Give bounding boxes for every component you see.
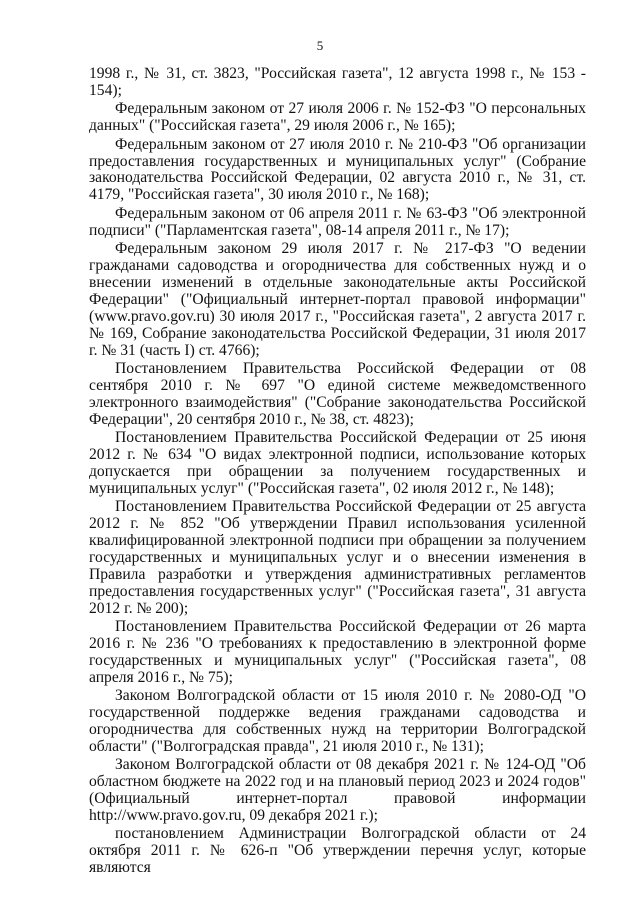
paragraph-regional-law-124od: Законом Волгоградской области от 08 декабря 2021 г. № 124-ОД "Об областном бюджете на 2022 год и на плановый период 2023 и 2024 годов" (Официальный интернет-портал правовой информации http://www.pravo.gov.ru, 09 декабря 2021 г.); [89, 756, 586, 824]
paragraph-decree-697: Постановлением Правительства Российской Федерации от 08 сентября 2010 г. № 697 "О единой системе межведомственного электронного взаимодействия" ("Собрание законодательства Российской Федерации", 20 сентября 2010 г., № 38, ст. 4823); [89, 359, 586, 428]
paragraph-regional-law-2080od: Законом Волгоградской области от 15 июля 2010 г. № 2080-ОД "О государственной поддержке ведения гражданами садоводства и огородничества для собственных нужд на территории Волгоградской области" ("Волгоградская правда", 21 июля 2010 г., № 131); [89, 687, 586, 755]
paragraph-law-152fz: Федеральным законом от 27 июля 2006 г. № 152-ФЗ "О персональных данных" ("Российская газета", 29 июля 2006 г., № 165); [89, 100, 586, 135]
paragraph-law-210fz: Федеральным законом от 27 июля 2010 г. № 210-ФЗ "Об организации предоставления государственных и муниципальных услуг" (Собрание законодательства Российской Федерации, 02 августа 2010 г., № 31, ст. 4179, "Российская газета", 30 июля 2010 г., № 168); [89, 135, 586, 204]
document-body [89, 66, 586, 879]
paragraph-decree-852: Постановлением Правительства Российской Федерации от 25 августа 2012 г. № 852 "Об утверждении Правил использования усиленной квалифицированной электронной подписи при обращении за получением государственных и муниципальных услуг и о внесении изменения в Правила разработки и утверждения административных регламентов предоставления государственных услуг" ("Российская газета", 31 августа 2012 г. № 200); [89, 498, 586, 617]
paragraph-decree-236: Постановлением Правительства Российской Федерации от 26 марта 2016 г. № 236 "О требованиях к предоставлению в электронной форме государственных и муниципальных услуг" ("Российская газета", 08 апреля 2016 г., № 75); [89, 618, 586, 686]
paragraph-administration-decree-626p: постановлением Администрации Волгоградской области от 24 октября 2011 г. № 626-п "Об утверждении перечня услуг, которые являются [89, 825, 586, 877]
paragraph-decree-634: Постановлением Правительства Российской Федерации от 25 июня 2012 г. № 634 "О видах электронной подписи, использование которых допускается при обращении за получением государственных и муниципальных услуг" ("Российская газета", 02 июля 2012 г., № 148); [89, 429, 586, 497]
page-number: 5 [316, 38, 324, 53]
paragraph-law-217fz: Федеральным законом 29 июля 2017 г. № 217-ФЗ "О ведении гражданами садоводства и огородничества для собственных нужд и о внесении изменений в отдельные законодательные акты Российской Федерации" ("Официальный интернет-портал правовой информации" (www.pravo.gov.ru) 30 июля 2017 г., "Российская газета", 2 августа 2017 г. № 169, Собрание законодательства Российской Федерации, 31 июля 2017 г. № 31 (часть I) ст. 4766); [89, 240, 586, 359]
paragraph-law-63fz: Федеральным законом от 06 апреля 2011 г. № 63-ФЗ "Об электронной подписи" ("Парламентская газета", 08-14 апреля 2011 г., № 17); [89, 204, 586, 239]
paragraph-continuation: 1998 г., № 31, ст. 3823, "Российская газета", 12 августа 1998 г., № 153 - 154); [89, 65, 586, 99]
